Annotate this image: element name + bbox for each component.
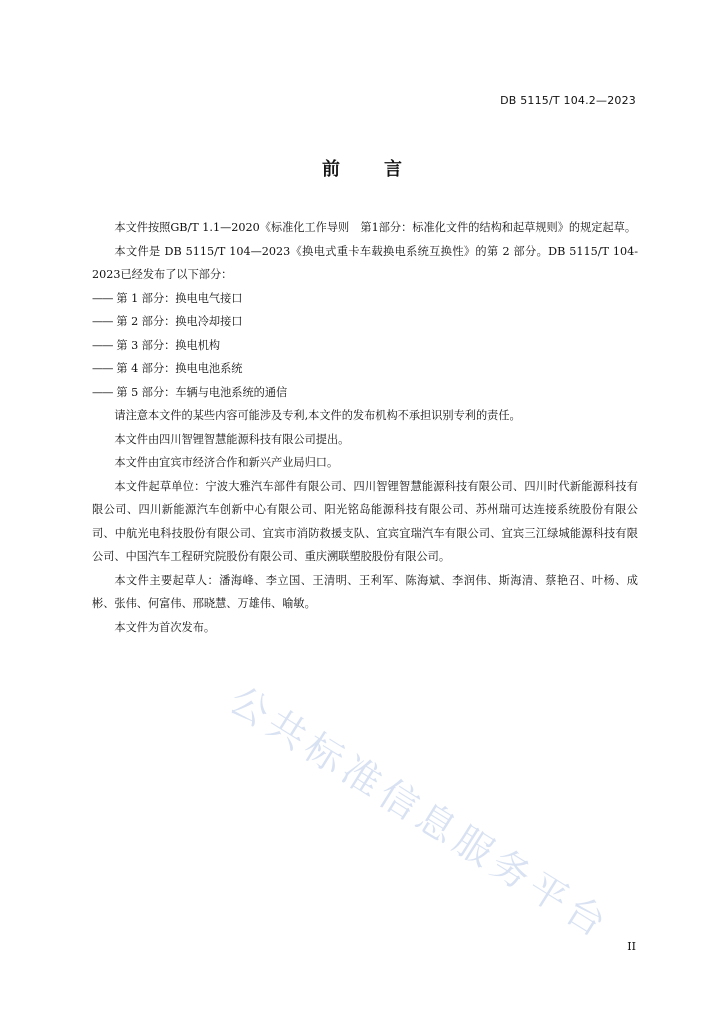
page-title [0,155,724,181]
title-char-2: 言 [384,159,402,180]
dash-marker: —— [92,338,113,352]
dash-marker: —— [92,362,113,375]
list-item: —— 第 4 部分：换电电池系统 [92,362,243,375]
dash-marker: —— [92,291,113,305]
preface-body [92,216,638,639]
paragraph-first-release: 本文件为首次发布。 [114,620,216,634]
list-item: —— 第 1 部分：换电电气接口 [92,291,243,305]
paragraph-part-info: 本文件是 DB 5115/T 104—2023《换电式重卡车载换电系统互换性》的第 2 部分。DB 5115/T 104-2023已经发布了以下部分： [92,244,638,281]
dash-marker: —— [92,315,113,328]
paragraph-patent-notice: 请注意本文件的某些内容可能涉及专利,本文件的发布机构不承担识别专利的责任。 [114,409,521,422]
paragraph-drafters: 本文件主要起草人：潘海峰、李立国、王清明、王利军、陈海斌、李润伟、斯海清、蔡艳召、叶杨、成彬、张伟、何富伟、邢晓慧、万雄伟、喻敏。 [92,573,638,610]
list-item: —— 第 3 部分：换电机构 [92,338,221,352]
paragraph-drafting-rules: 本文件按照GB/T 1.1—2020《标准化工作导则 第1部分：标准化文件的结构和起草规则》的规定起草。 [114,221,637,234]
paragraph-drafting-units: 本文件起草单位：宁波大雅汽车部件有限公司、四川智锂智慧能源科技有限公司、四川时代新能源科技有限公司、四川新能源汽车创新中心有限公司、阳光铭岛能源科技有限公司、苏州瑞可达连接系统股份有限公司、中航光电科技股份有限公司、宜宾市消防救援支队、宜宾宜瑞汽车有限公司、宜宾三江绿城能源科技有限公司、中国汽车工程研究院股份有限公司、重庆溯联塑胶股份有限公司。 [92,479,638,563]
list-item: —— 第 5 部分：车辆与电池系统的通信 [92,385,288,399]
page-number: II [627,940,636,953]
title-char-1: 前 [322,159,340,180]
watermark: 公共标准信息服务平台 [221,677,619,949]
list-item: —— 第 2 部分：换电冷却接口 [92,315,243,328]
paragraph-administrator: 本文件由宜宾市经济合作和新兴产业局归口。 [114,456,339,469]
document-code: DB 5115/T 104.2—2023 [500,94,636,107]
paragraph-proposer: 本文件由四川智锂智慧能源科技有限公司提出。 [114,432,350,446]
dash-marker: —— [92,385,113,399]
